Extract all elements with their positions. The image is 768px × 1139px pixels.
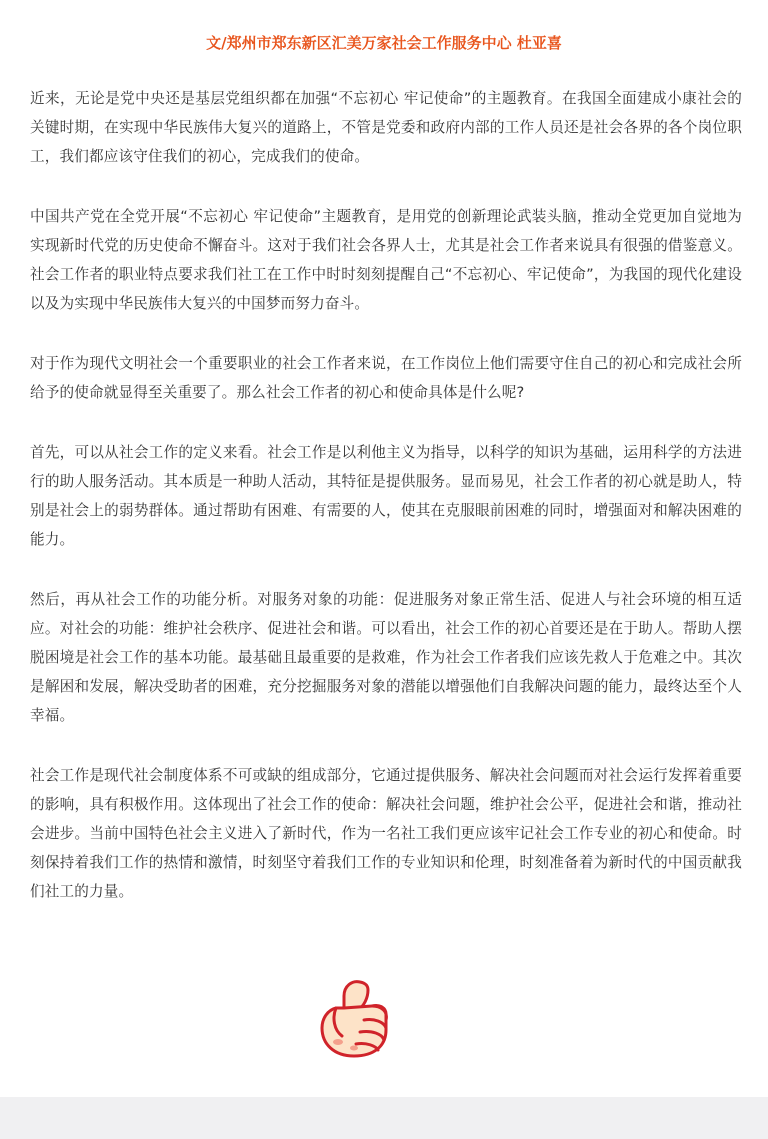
article-paragraph: 然后，再从社会工作的功能分析。对服务对象的功能：促进服务对象正常生活、促进人与社会环境的相互适应。对社会的功能：维护社会秩序、促进社会和谐。可以看出，社会工作的初心首要还是在于助人。帮助人摆脱困境是社会工作的基本功能。最基础且最重要的是救难，作为社会工作者我们应该先救人于危难之中。其次是解困和发展，解决受助者的困难，充分挖掘服务对象的潜能以增强他们自我解决问题的能力，最终达至个人幸福。 [30,591,742,724]
article-body [30,84,742,937]
article-paragraph: 对于作为现代文明社会一个重要职业的社会工作者来说，在工作岗位上他们需要守住自己的初心和完成社会所给予的使命就显得至关重要了。那么社会工作者的初心和使命具体是什么呢? [30,355,742,401]
article-paragraph: 首先，可以从社会工作的定义来看。社会工作是以利他主义为指导，以科学的知识为基础，运用科学的方法进行的助人服务活动。其本质是一种助人活动，其特征是提供服务。显而易见，社会工作者的初心就是助人，特别是社会上的弱势群体。通过帮助有困难、有需要的人，使其在克服眼前困难的同时，增强面对和解决困难的能力。 [30,444,742,548]
footer-band [0,1097,768,1139]
article-paragraph: 社会工作是现代社会制度体系不可或缺的组成部分，它通过提供服务、解决社会问题而对社会运行发挥着重要的影响，具有积极作用。这体现出了社会工作的使命：解决社会问题，维护社会公平，促进社会和谐，推动社会进步。当前中国特色社会主义进入了新时代，作为一名社工我们更应该牢记社会工作专业的初心和使命。时刻保持着我们工作的热情和激情，时刻坚守着我们工作的专业知识和伦理，时刻准备着为新时代的中国贡献我们社工的力量。 [30,767,742,900]
article-paragraph: 近来，无论是党中央还是基层党组织都在加强“不忘初心 牢记使命”的主题教育。在我国全面建成小康社会的关键时期，在实现中华民族伟大复兴的道路上，不管是党委和政府内部的工作人员还是社会各界的各个岗位职工，我们都应该守住我们的初心，完成我们的使命。 [30,90,742,165]
article-byline: 文/郑州市郑东新区汇美万家社会工作服务中心 杜亚喜 [206,34,562,52]
article-paragraph: 中国共产党在全党开展“不忘初心 牢记使命”主题教育，是用党的创新理论武装头脑，推动全党更加自觉地为实现新时代党的历史使命不懈奋斗。这对于我们社会各界人士，尤其是社会工作者来说具有很强的借鉴意义。社会工作者的职业特点要求我们社工在工作中时时刻刻提醒自己“不忘初心、牢记使命”，为我国的现代化建设以及为实现中华民族伟大复兴的中国梦而努力奋斗。 [30,208,742,312]
thumbs-up-icon [314,974,404,1064]
thumbs-up-graphic [314,974,404,1064]
